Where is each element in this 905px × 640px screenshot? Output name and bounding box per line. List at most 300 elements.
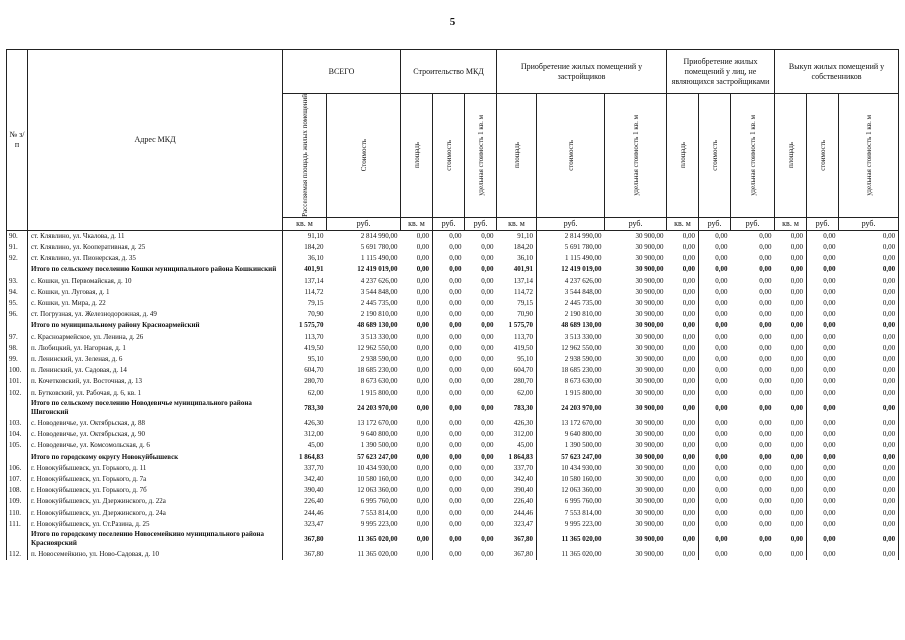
value-cell: 0,00 (699, 253, 731, 264)
row-number: 108. (7, 485, 28, 496)
value-cell: 3 544 848,00 (360, 287, 398, 296)
value-cell: 0,00 (682, 497, 696, 506)
value-cell: 0,00 (481, 452, 494, 461)
address-cell: п. Кочетковский, ул. Восточная, д. 13 (28, 376, 283, 387)
value-cell: 0,00 (759, 231, 772, 240)
address-cell: Итого по городскому поселению Новосемейкино муниципального района Красноярский (28, 530, 283, 549)
value-cell: 0,00 (839, 440, 899, 451)
value-cell: 0,00 (433, 354, 465, 365)
value-cell: 91,10 (517, 231, 534, 240)
value-cell: 0,00 (481, 519, 494, 528)
value-cell: 0,00 (699, 320, 731, 331)
page-number: 5 (449, 16, 456, 28)
value-cell: 0,00 (699, 309, 731, 320)
value-cell: 0,00 (699, 388, 731, 399)
row-number: 111. (7, 519, 28, 530)
value-cell: 0,00 (807, 230, 839, 242)
value-cell: 0,00 (682, 231, 696, 240)
value-cell: 48 689 130,00 (357, 321, 398, 330)
row-number (7, 530, 28, 549)
row-number: 90. (7, 230, 28, 242)
value-cell: 0,00 (790, 497, 804, 506)
value-cell: 0,00 (839, 253, 899, 264)
value-cell: 1 115 490,00 (361, 254, 398, 263)
row-number: 110. (7, 508, 28, 519)
subtotal-row (7, 320, 899, 331)
value-cell: 0,00 (839, 298, 899, 309)
value-cell: 0,00 (807, 287, 839, 298)
value-cell: 0,00 (699, 298, 731, 309)
value-cell: 0,00 (790, 403, 804, 412)
value-cell: 45,00 (283, 440, 327, 451)
value-cell: 0,00 (699, 264, 731, 275)
value-cell: 11 365 020,00 (537, 530, 605, 549)
table-row (7, 549, 899, 560)
value-cell: 1 915 800,00 (537, 388, 605, 399)
value-cell: 0,00 (807, 485, 839, 496)
value-cell: 30 900,00 (635, 463, 664, 472)
value-cell: 45,00 (517, 441, 534, 450)
address-cell: п. Новосемейкино, ул. Ново-Садовая, д. 10 (28, 549, 283, 560)
table-row (7, 440, 899, 451)
value-cell: 0,00 (759, 430, 772, 439)
address-cell: Итого по городскому округу Новокуйбышевск (28, 452, 283, 463)
value-cell: 0,00 (416, 377, 430, 386)
subheader-unit-cost: удельная стоимость 1 кв. м (839, 94, 899, 218)
value-cell: 1 915 800,00 (360, 388, 398, 397)
unit-rub: руб. (537, 217, 605, 230)
value-cell: 0,00 (807, 354, 839, 365)
address-cell: с. Новодевичье, ул. Комсомольская, д. 6 (28, 440, 283, 451)
value-cell: 70,90 (283, 309, 327, 320)
address-cell: с. Кошки, ул. Мира, д. 22 (28, 298, 283, 309)
value-cell: 24 203 970,00 (537, 399, 605, 418)
value-cell: 0,00 (790, 355, 804, 364)
address-cell: ст. Клявлино, ул. Пионерская, д. 35 (28, 253, 283, 264)
value-cell: 30 900,00 (635, 508, 664, 517)
value-cell: 0,00 (682, 377, 696, 386)
value-cell: 0,00 (790, 254, 804, 263)
value-cell: 30 900,00 (635, 310, 664, 319)
value-cell: 0,00 (433, 298, 465, 309)
value-cell: 0,00 (433, 309, 465, 320)
value-cell: 30 900,00 (635, 486, 664, 495)
value-cell: 0,00 (416, 452, 430, 461)
resettlement-table (6, 49, 899, 560)
value-cell: 0,00 (839, 549, 899, 560)
value-cell: 30 900,00 (635, 366, 664, 375)
value-cell: 0,00 (759, 366, 772, 375)
value-cell: 2 938 590,00 (360, 355, 398, 364)
value-cell: 0,00 (433, 549, 465, 560)
value-cell: 0,00 (433, 253, 465, 264)
value-cell: 0,00 (433, 485, 465, 496)
table-row (7, 388, 899, 399)
value-cell: 5 691 780,00 (537, 242, 605, 253)
value-cell: 0,00 (481, 418, 494, 427)
value-cell: 0,00 (790, 519, 804, 528)
value-cell: 12 962 550,00 (537, 343, 605, 354)
value-cell: 390,40 (283, 485, 327, 496)
value-cell: 367,80 (283, 530, 327, 549)
value-cell: 0,00 (416, 534, 430, 543)
value-cell: 0,00 (807, 496, 839, 507)
value-cell: 0,00 (790, 452, 804, 461)
value-cell: 12 063 360,00 (357, 486, 398, 495)
value-cell: 0,00 (839, 365, 899, 376)
value-cell: 0,00 (416, 519, 430, 528)
value-cell: 2 814 990,00 (360, 231, 398, 240)
value-cell: 79,15 (517, 299, 534, 308)
value-cell: 312,00 (283, 429, 327, 440)
value-cell: 0,00 (839, 230, 899, 242)
address-cell: Итого по сельскому поселению Кошки муниципального района Кошкинский (28, 264, 283, 275)
value-cell: 9 995 223,00 (537, 519, 605, 530)
value-cell: 30 900,00 (635, 231, 664, 240)
value-cell: 0,00 (682, 321, 696, 330)
value-cell: 30 900,00 (635, 332, 664, 341)
value-cell: 0,00 (481, 321, 494, 330)
table-row (7, 354, 899, 365)
value-cell: 0,00 (699, 276, 731, 287)
value-cell: 7 553 814,00 (537, 508, 605, 519)
value-cell: 1 390 500,00 (360, 441, 398, 450)
value-cell: 0,00 (807, 474, 839, 485)
table-row (7, 309, 899, 320)
value-cell: 11 365 020,00 (357, 534, 398, 543)
value-cell: 8 673 630,00 (360, 377, 398, 386)
value-cell: 0,00 (839, 399, 899, 418)
header-no: № з/п (7, 50, 28, 231)
value-cell: 367,80 (513, 549, 534, 558)
address-cell: ст. Клявлино, ул. Кооперативная, д. 25 (28, 242, 283, 253)
value-cell: 783,30 (283, 399, 327, 418)
value-cell: 604,70 (283, 365, 327, 376)
value-cell: 0,00 (759, 474, 772, 483)
value-cell: 280,70 (283, 376, 327, 387)
value-cell: 0,00 (807, 418, 839, 429)
value-cell: 0,00 (481, 463, 494, 472)
value-cell: 0,00 (839, 354, 899, 365)
value-cell: 0,00 (807, 276, 839, 287)
value-cell: 30 900,00 (635, 377, 664, 386)
table-row (7, 463, 899, 474)
value-cell: 0,00 (759, 452, 772, 461)
value-cell: 0,00 (416, 508, 430, 517)
value-cell: 0,00 (839, 388, 899, 399)
value-cell: 401,91 (283, 264, 327, 275)
value-cell: 12 063 360,00 (537, 485, 605, 496)
row-number: 103. (7, 418, 28, 429)
subtotal-row (7, 530, 899, 549)
unit-rub: руб. (839, 217, 899, 230)
value-cell: 0,00 (790, 474, 804, 483)
value-cell: 0,00 (790, 549, 804, 558)
unit-rub: руб. (731, 217, 775, 230)
subheader-cost: стоимость (537, 94, 605, 218)
value-cell: 0,00 (416, 287, 430, 296)
value-cell: 0,00 (839, 418, 899, 429)
value-cell: 30 900,00 (635, 299, 664, 308)
value-cell: 2 445 735,00 (360, 299, 398, 308)
value-cell: 0,00 (481, 534, 494, 543)
value-cell: 0,00 (699, 452, 731, 463)
value-cell: 0,00 (433, 230, 465, 242)
address-cell: Итого по муниципальному району Красноармейский (28, 320, 283, 331)
value-cell: 0,00 (699, 485, 731, 496)
value-cell: 0,00 (699, 463, 731, 474)
value-cell: 0,00 (433, 530, 465, 549)
value-cell: 0,00 (759, 418, 772, 427)
value-cell: 30 900,00 (635, 343, 664, 352)
value-cell: 4 237 626,00 (360, 276, 398, 285)
value-cell: 18 685 230,00 (357, 366, 398, 375)
value-cell: 0,00 (416, 243, 430, 252)
value-cell: 10 434 930,00 (357, 463, 398, 472)
address-cell: с. Кошки, ул. Первомайская, д. 10 (28, 276, 283, 287)
value-cell: 10 580 160,00 (357, 474, 398, 483)
subheader-cost: стоимость (433, 94, 465, 218)
unit-sqm: кв. м (775, 217, 807, 230)
value-cell: 0,00 (433, 519, 465, 530)
value-cell: 0,00 (839, 276, 899, 287)
row-number: 98. (7, 343, 28, 354)
value-cell: 342,40 (283, 474, 327, 485)
value-cell: 244,46 (283, 508, 327, 519)
value-cell: 0,00 (416, 418, 430, 427)
value-cell: 62,00 (283, 388, 327, 399)
address-cell: Итого по сельскому поселению Новодевичье муниципального района Шигонский (28, 399, 283, 418)
value-cell: 0,00 (416, 497, 430, 506)
value-cell: 0,00 (481, 310, 494, 319)
value-cell: 0,00 (682, 441, 696, 450)
value-cell: 0,00 (759, 377, 772, 386)
value-cell: 0,00 (807, 332, 839, 343)
value-cell: 0,00 (416, 366, 430, 375)
value-cell: 0,00 (481, 254, 494, 263)
value-cell: 0,00 (790, 377, 804, 386)
value-cell: 0,00 (682, 276, 696, 285)
row-number (7, 264, 28, 275)
value-cell: 0,00 (433, 388, 465, 399)
value-cell: 226,40 (283, 496, 327, 507)
value-cell: 13 172 670,00 (537, 418, 605, 429)
value-cell: 0,00 (481, 332, 494, 341)
address-cell: ст. Погрузная, ул. Железнодорожная, д. 49 (28, 309, 283, 320)
address-cell: п. Ленинский, ул. Зеленая, д. 6 (28, 354, 283, 365)
value-cell: 12 419 019,00 (537, 264, 605, 275)
value-cell: 312,00 (513, 430, 534, 439)
value-cell: 0,00 (682, 463, 696, 472)
value-cell: 0,00 (790, 299, 804, 308)
value-cell: 0,00 (759, 403, 772, 412)
value-cell: 1 864,83 (508, 452, 534, 461)
value-cell: 9 640 800,00 (537, 429, 605, 440)
address-cell: с. Новодевичье, ул. Октябрьская, д. 88 (28, 418, 283, 429)
header-total: ВСЕГО (283, 50, 401, 94)
value-cell: 337,70 (283, 463, 327, 474)
value-cell: 0,00 (699, 519, 731, 530)
value-cell: 0,00 (481, 366, 494, 375)
subtotal-row (7, 452, 899, 463)
table-row (7, 429, 899, 440)
value-cell: 0,00 (416, 486, 430, 495)
value-cell: 36,10 (283, 253, 327, 264)
table-row (7, 485, 899, 496)
value-cell: 0,00 (682, 254, 696, 263)
value-cell: 0,00 (807, 452, 839, 463)
row-number: 101. (7, 376, 28, 387)
value-cell: 0,00 (682, 549, 696, 558)
row-number: 95. (7, 298, 28, 309)
value-cell: 0,00 (682, 332, 696, 341)
value-cell: 2 445 735,00 (537, 298, 605, 309)
value-cell: 0,00 (433, 376, 465, 387)
value-cell: 0,00 (481, 388, 494, 397)
value-cell: 226,40 (513, 497, 534, 506)
value-cell: 0,00 (839, 309, 899, 320)
value-cell: 0,00 (790, 418, 804, 427)
value-cell: 0,00 (839, 242, 899, 253)
value-cell: 0,00 (759, 355, 772, 364)
value-cell: 0,00 (839, 474, 899, 485)
value-cell: 3 513 330,00 (537, 332, 605, 343)
value-cell: 0,00 (682, 486, 696, 495)
table-row (7, 474, 899, 485)
value-cell: 0,00 (759, 549, 772, 558)
value-cell: 0,00 (839, 376, 899, 387)
table-row (7, 276, 899, 287)
value-cell: 0,00 (416, 388, 430, 397)
subheader-area: площадь (667, 94, 699, 218)
value-cell: 0,00 (699, 474, 731, 485)
value-cell: 0,00 (759, 441, 772, 450)
address-cell: г. Новокуйбышевск, ул. Дзержинского, д. 22а (28, 496, 283, 507)
value-cell: 0,00 (433, 399, 465, 418)
row-number: 104. (7, 429, 28, 440)
value-cell: 0,00 (807, 429, 839, 440)
value-cell: 0,00 (759, 265, 772, 274)
value-cell: 0,00 (433, 320, 465, 331)
value-cell: 0,00 (481, 231, 494, 240)
value-cell: 0,00 (839, 264, 899, 275)
value-cell: 0,00 (416, 299, 430, 308)
value-cell: 0,00 (790, 231, 804, 240)
value-cell: 0,00 (433, 452, 465, 463)
value-cell: 0,00 (807, 388, 839, 399)
value-cell: 9 995 223,00 (360, 519, 398, 528)
address-cell: п. Любицкий, ул. Нагорная, д. 1 (28, 343, 283, 354)
value-cell: 0,00 (682, 265, 696, 274)
row-number: 93. (7, 276, 28, 287)
value-cell: 62,00 (517, 388, 534, 397)
value-cell: 57 623 247,00 (357, 452, 398, 461)
value-cell: 0,00 (481, 486, 494, 495)
value-cell: 30 900,00 (635, 452, 664, 461)
row-number: 105. (7, 440, 28, 451)
value-cell: 24 203 970,00 (357, 403, 398, 412)
value-cell: 0,00 (759, 243, 772, 252)
table-row (7, 253, 899, 264)
value-cell: 30 900,00 (635, 243, 664, 252)
value-cell: 114,72 (283, 287, 327, 298)
value-cell: 0,00 (682, 299, 696, 308)
value-cell: 0,00 (790, 310, 804, 319)
value-cell: 0,00 (416, 355, 430, 364)
value-cell: 367,80 (513, 534, 534, 543)
value-cell: 0,00 (481, 403, 494, 412)
value-cell: 30 900,00 (635, 254, 664, 263)
value-cell: 0,00 (682, 355, 696, 364)
value-cell: 390,40 (513, 486, 534, 495)
value-cell: 0,00 (416, 276, 430, 285)
value-cell: 0,00 (807, 519, 839, 530)
subheader-unit-cost: удельная стоимость 1 кв. м (605, 94, 667, 218)
unit-sqm: кв. м (497, 217, 537, 230)
subheader-cost: стоимость (807, 94, 839, 218)
value-cell: 0,00 (790, 343, 804, 352)
value-cell: 0,00 (790, 321, 804, 330)
value-cell: 0,00 (759, 497, 772, 506)
value-cell: 0,00 (807, 463, 839, 474)
unit-rub: руб. (605, 217, 667, 230)
value-cell: 0,00 (839, 429, 899, 440)
value-cell: 0,00 (699, 508, 731, 519)
value-cell: 48 689 130,00 (537, 320, 605, 331)
address-cell: п. Бутковский, ул. Рабочая, д. 6, кв. 1 (28, 388, 283, 399)
value-cell: 0,00 (682, 388, 696, 397)
value-cell: 0,00 (759, 332, 772, 341)
value-cell: 95,10 (283, 354, 327, 365)
value-cell: 0,00 (433, 463, 465, 474)
value-cell: 9 640 800,00 (360, 430, 398, 439)
value-cell: 0,00 (699, 496, 731, 507)
value-cell: 0,00 (682, 452, 696, 461)
table-row (7, 343, 899, 354)
address-cell: г. Новокуйбышевск, ул. Горького, д. 7б (28, 485, 283, 496)
value-cell: 0,00 (433, 429, 465, 440)
value-cell: 10 434 930,00 (537, 463, 605, 474)
row-number (7, 452, 28, 463)
value-cell: 113,70 (514, 332, 534, 341)
value-cell: 7 553 814,00 (360, 508, 398, 517)
header-address: Адрес МКД (28, 50, 283, 231)
value-cell: 1 575,70 (283, 320, 327, 331)
table-row (7, 418, 899, 429)
value-cell: 0,00 (759, 254, 772, 263)
subheader-area: площадь (497, 94, 537, 218)
value-cell: 0,00 (682, 343, 696, 352)
value-cell: 0,00 (759, 299, 772, 308)
address-cell: с. Кошки, ул. Луговая, д. 1 (28, 287, 283, 298)
value-cell: 2 938 590,00 (537, 354, 605, 365)
header-acquisition-developers: Приобретение жилых помещений у застройщиков (497, 50, 667, 94)
value-cell: 0,00 (759, 321, 772, 330)
value-cell: 0,00 (790, 287, 804, 296)
value-cell: 0,00 (682, 534, 696, 543)
value-cell: 6 995 760,00 (360, 497, 398, 506)
value-cell: 323,47 (283, 519, 327, 530)
value-cell: 0,00 (790, 534, 804, 543)
header-buyout-owners: Выкуп жилых помещений у собственников (775, 50, 899, 94)
value-cell: 0,00 (481, 430, 494, 439)
value-cell: 0,00 (682, 310, 696, 319)
value-cell: 0,00 (416, 430, 430, 439)
row-number: 97. (7, 332, 28, 343)
value-cell: 30 900,00 (635, 265, 664, 274)
value-cell: 0,00 (839, 496, 899, 507)
value-cell: 1 575,70 (508, 321, 534, 330)
